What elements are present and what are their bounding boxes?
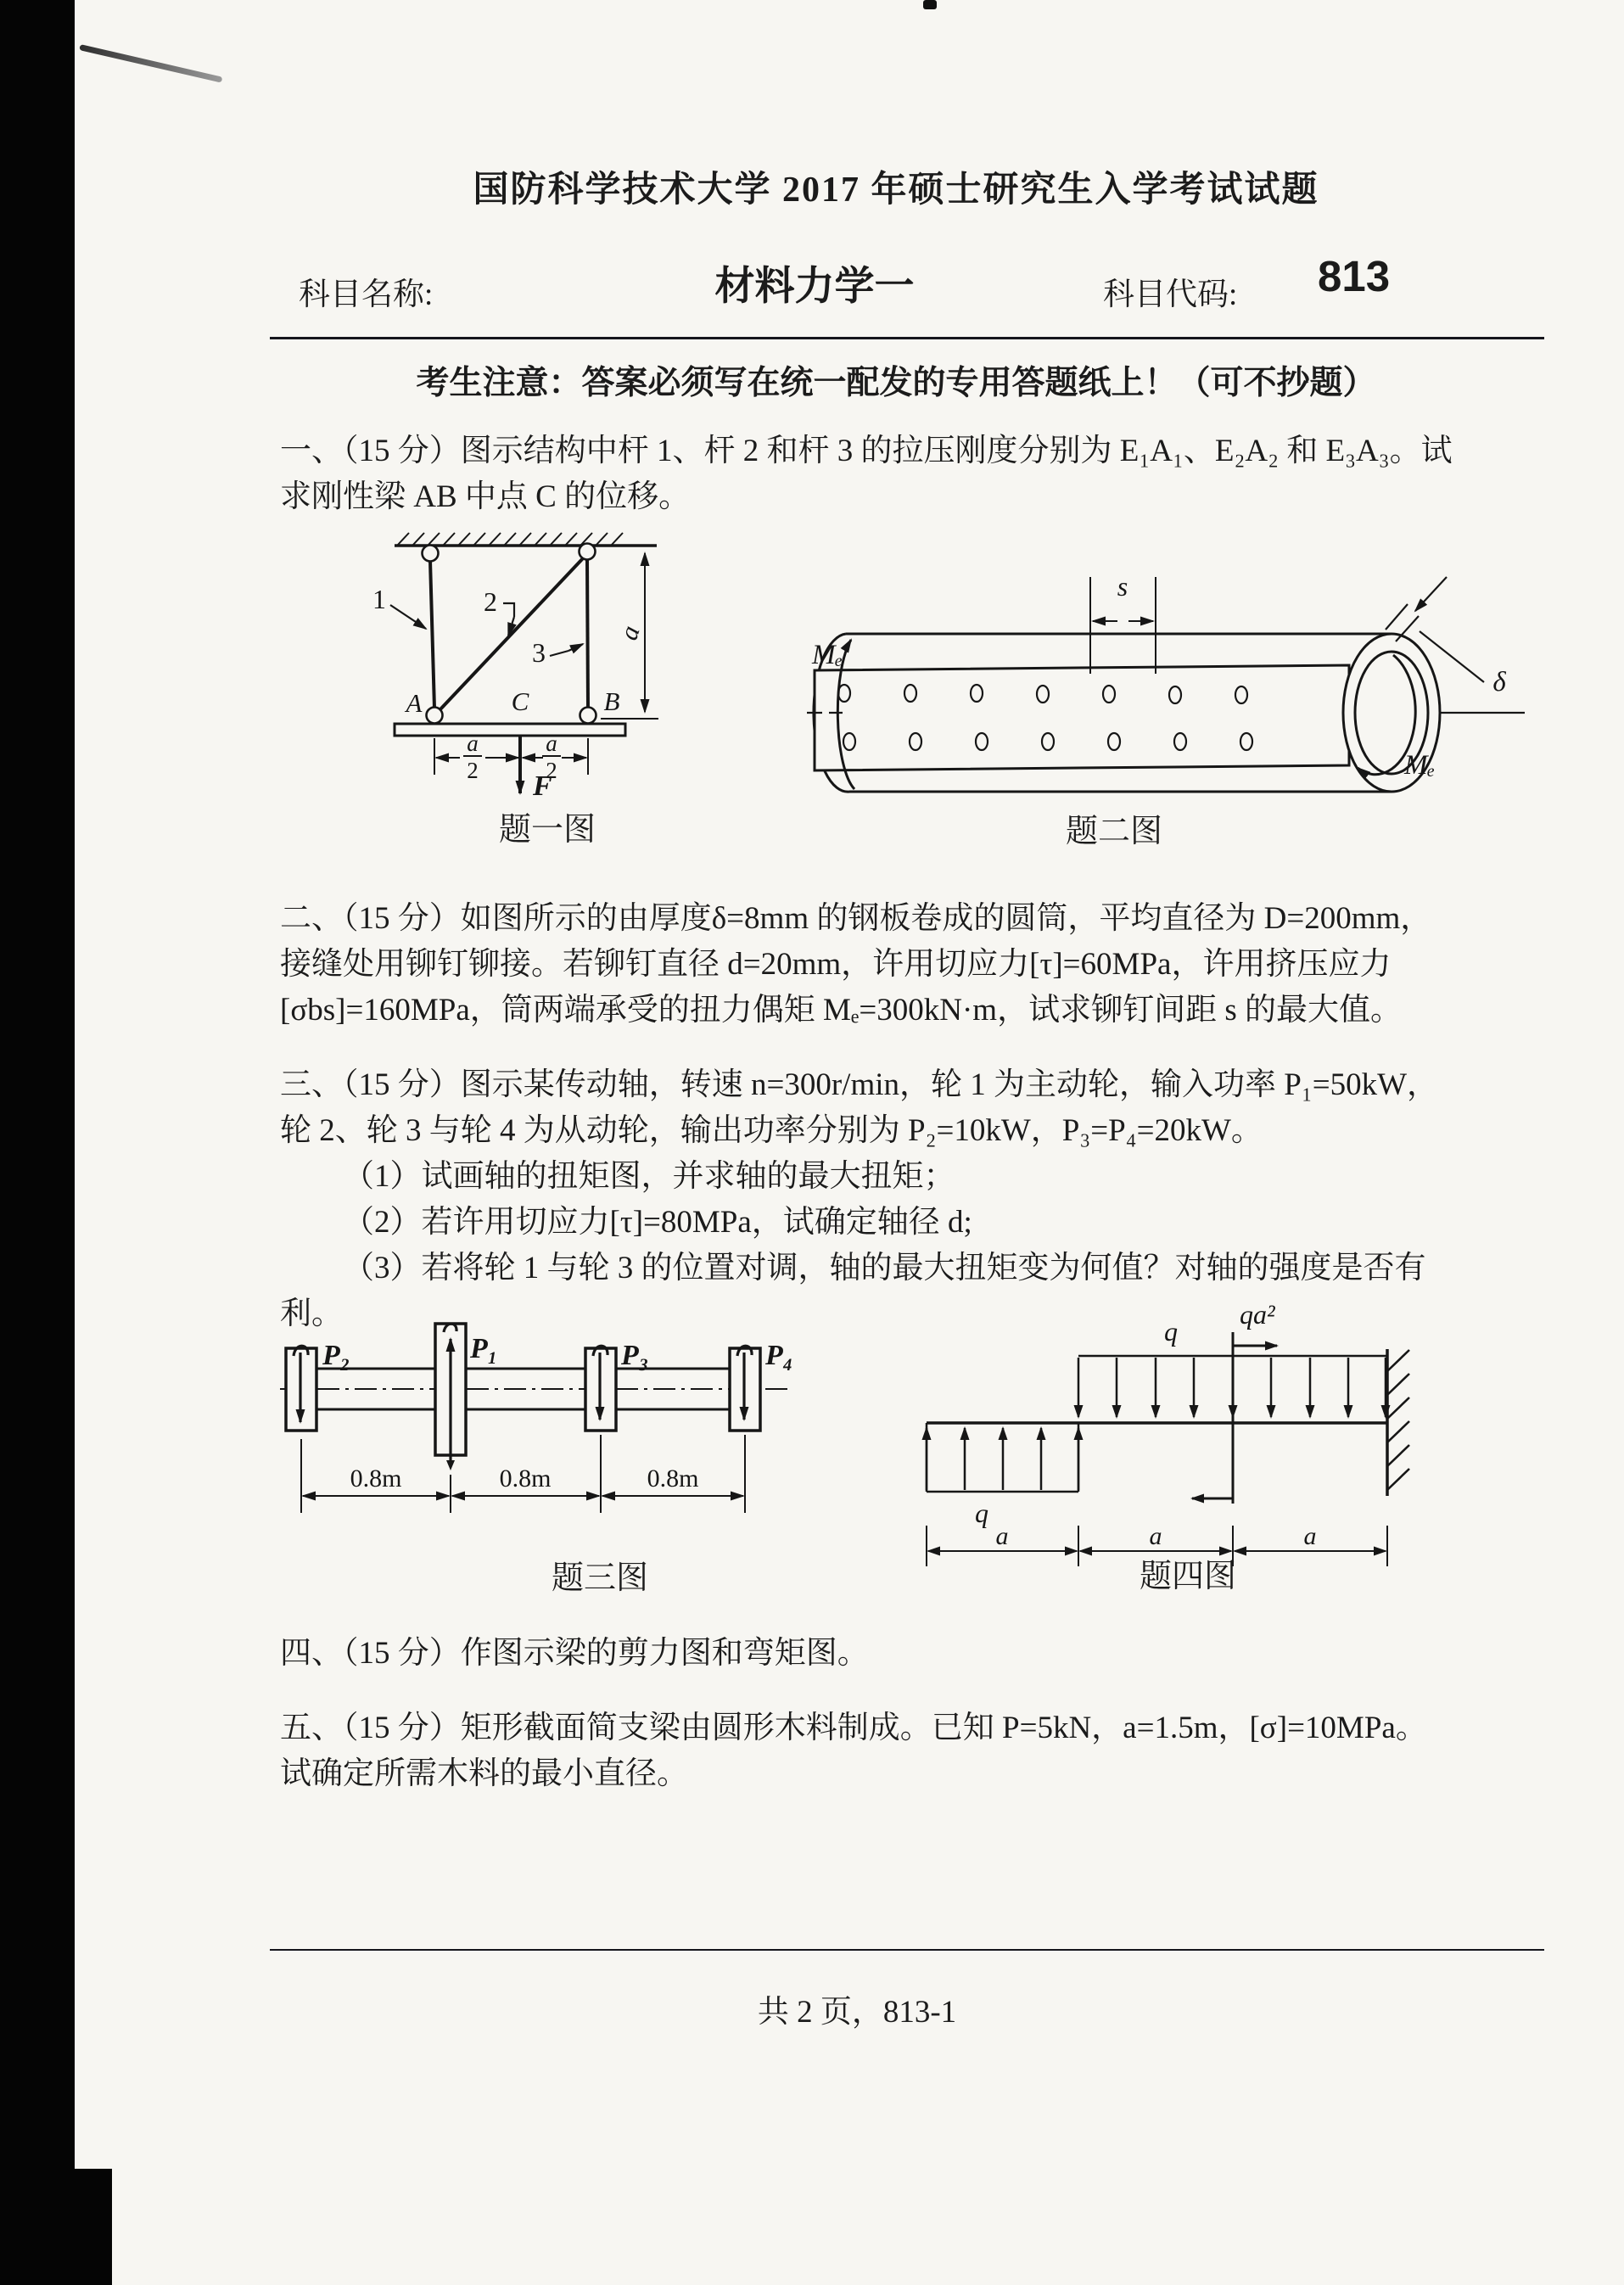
bar-2-label: 2	[484, 586, 497, 617]
pen-scratch-artifact	[79, 44, 222, 83]
thickness-delta-label: δ	[1492, 667, 1506, 697]
subject-code-label: 科目代码:	[1103, 277, 1238, 312]
rotation-arrows	[294, 1324, 752, 1470]
problem-5	[280, 1705, 1515, 1797]
spacing-s-label: s	[1117, 571, 1128, 602]
problem-4-line-1: 四、（15 分）作图示梁的剪力图和弯矩图。	[280, 1636, 869, 1671]
problem-1-line-1: 一、（15 分）图示结构中杆 1、杆 2 和杆 3 的拉压刚度分别为 E₁A₁、E₂A₂ 和 E₃A₃。试	[280, 434, 1453, 468]
figure-2-caption: 题二图	[1065, 814, 1162, 849]
force-F-label: F	[533, 770, 552, 802]
pulley-P4-label: P₄	[765, 1340, 793, 1371]
problem-2-line-2: 接缝处用铆钉铆接。若铆钉直径 d=20mm，许用切应力[τ]=60MPa，许用挤压应力	[280, 947, 1392, 982]
point-A-label: A	[406, 688, 423, 718]
figure-4-caption: 题四图	[1139, 1559, 1236, 1594]
rivet-seam-strip	[815, 665, 1349, 770]
dim-0-8m-2: 0.8m	[499, 1465, 552, 1493]
problem-5-line-1: 五、（15 分）矩形截面简支梁由圆形木料制成。已知 P=5kN，a=1.5m，[σ]=10MPa。	[280, 1711, 1427, 1745]
pulley-P1-label: P₁	[470, 1333, 498, 1364]
point-B-label: B	[603, 686, 620, 716]
dim-a-1: a	[995, 1522, 1009, 1550]
applied-moment	[1192, 1332, 1277, 1504]
problem-3-subitem-2: （2）若许用切应力[τ]=80MPa，试确定轴径 d;	[343, 1205, 972, 1240]
dim-a-2: a	[1149, 1522, 1162, 1550]
dim-a-3: a	[1303, 1522, 1317, 1550]
page-footer: 共 2 页，813-1	[757, 1995, 957, 2030]
figure-3-caption: 题三图	[551, 1560, 648, 1596]
problem-2	[280, 896, 1515, 1033]
torque-left-label: Mₑ	[812, 640, 843, 670]
subject-name-value: 材料力学一	[714, 263, 915, 308]
figure-2-riveted-cylinder-diagram	[802, 562, 1532, 816]
figure-3-shaft-diagram	[280, 1320, 806, 1524]
problem-1-line-2: 求刚性梁 AB 中点 C 的位移。	[280, 479, 691, 514]
bar-3-label: 3	[532, 637, 546, 668]
load-q-top-label: q	[1164, 1316, 1178, 1347]
footer-divider-line	[270, 1949, 1544, 1951]
upward-distributed-load	[927, 1423, 1078, 1492]
figure-1-caption: 题一图	[498, 812, 596, 848]
problem-2-line-1: 二、（15 分）如图所示的由厚度δ=8mm 的钢板卷成的圆筒，平均直径为 D=200mm，	[280, 901, 1432, 936]
scan-artifact-dot	[923, 0, 937, 9]
dim-a-half-1-numerator: a	[467, 731, 479, 756]
problem-4	[280, 1631, 1515, 1677]
fixed-wall	[1387, 1349, 1409, 1496]
header-divider-line	[270, 337, 1544, 339]
exam-title: 国防科学技术大学 2017 年硕士研究生入学考试试题	[473, 171, 1319, 210]
figure-1-truss-diagram	[331, 530, 670, 810]
problem-1	[280, 428, 1515, 520]
moment-qa2-label: qa²	[1240, 1299, 1275, 1330]
pulley-P2-label: P₂	[322, 1340, 350, 1371]
dim-0-8m-3: 0.8m	[647, 1465, 699, 1493]
subject-name-label: 科目名称:	[299, 277, 434, 312]
dim-0-8m-1: 0.8m	[350, 1465, 402, 1493]
figure-4-beam-diagram	[912, 1271, 1455, 1568]
scan-bottom-black-corner	[0, 2169, 112, 2285]
problem-3-line-1: 三、（15 分）图示某传动轴，转速 n=300r/min，轮 1 为主动轮，输入功率 P₁=50kW，	[280, 1067, 1439, 1102]
dim-a-label: a	[613, 621, 646, 644]
scan-left-black-margin	[0, 0, 75, 2285]
problem-2-line-3: [σbs]=160MPa，筒两端承受的扭力偶矩 Mₑ=300kN·m，试求铆钉间距 s 的最大值。	[280, 993, 1402, 1028]
problem-3-line-2: 轮 2、轮 3 与轮 4 为从动轮，输出功率分别为 P₂=10kW，P₃=P₄=20kW。	[280, 1113, 1263, 1148]
load-q-bottom-label: q	[975, 1498, 988, 1528]
point-C-label: C	[511, 686, 529, 716]
subject-code-value: 813	[1318, 252, 1391, 300]
dim-a-half-2-numerator: a	[546, 731, 557, 756]
problem-5-line-2: 试确定所需木料的最小直径。	[280, 1756, 688, 1791]
rigid-beam-AB	[395, 724, 625, 736]
dim-a-half-2-denominator: 2	[546, 758, 557, 783]
bar-1-label: 1	[372, 584, 386, 614]
candidate-notice: 考生注意：答案必须写在统一配发的专用答题纸上！（可不抄题）	[416, 365, 1376, 401]
problem-3-subitem-1: （1）试画轴的扭矩图，并求轴的最大扭矩；	[343, 1159, 955, 1194]
torque-right-label: Mₑ	[1404, 750, 1436, 781]
pulley-P3-label: P₃	[621, 1340, 649, 1371]
problem-3-line-6: 利。	[280, 1297, 343, 1331]
problem-3-subitem-3: （3）若将轮 1 与轮 3 的位置对调，轴的最大扭矩变为何值？对轴的强度是否有	[343, 1251, 1426, 1285]
dim-a-half-1-denominator: 2	[467, 758, 479, 783]
